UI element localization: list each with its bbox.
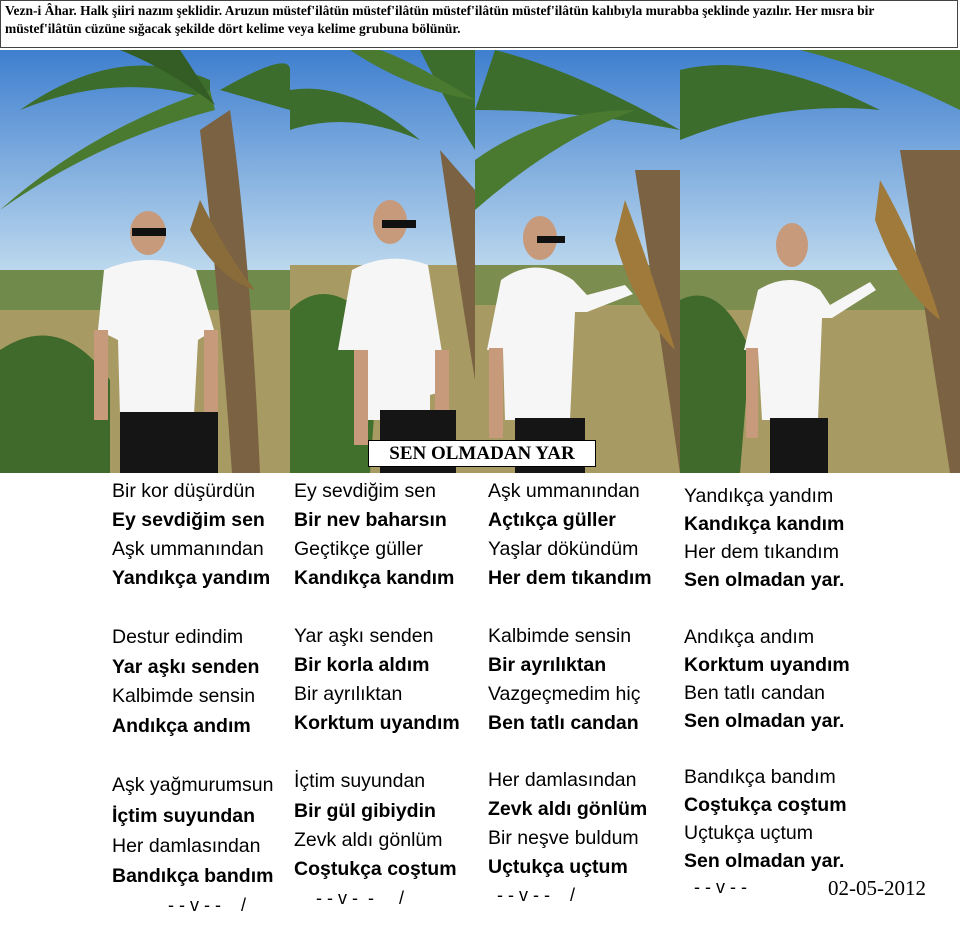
verse-line: Korktum uyandım xyxy=(684,654,850,676)
verse-line: Her dem tıkandım xyxy=(488,567,652,589)
verse-line: Sen olmadan yar. xyxy=(684,569,845,591)
verse-line: Kalbimde sensin xyxy=(112,685,256,707)
verse-line: Zevk aldı gönlüm xyxy=(294,829,443,851)
verse-line: Bir nev baharsın xyxy=(294,509,447,531)
verse-line: Kandıkça kandım xyxy=(294,567,455,589)
verse-line: Her dem tıkandım xyxy=(684,541,839,563)
verse-line: Geçtikçe güller xyxy=(294,538,423,560)
verse-line: İçtim suyundan xyxy=(112,805,256,827)
verse-line: Her damlasından xyxy=(112,835,261,857)
verse-line: Bir korla aldım xyxy=(294,654,430,676)
verse-line: İçtim suyundan xyxy=(294,770,426,792)
poem-column-3 xyxy=(488,480,678,900)
verse-line: Bandıkça bandım xyxy=(684,766,836,788)
verse-line: Yandıkça yandım xyxy=(112,567,271,589)
verse-line: Andıkça andım xyxy=(112,715,251,737)
poem-column-4 xyxy=(684,485,884,885)
header-note: Vezn-i Âhar. Halk şiiri nazım şeklidir. Aruzun müstef'ilâtün müstef'ilâtün müstef'ilâtün müstef'ilâtün kalıbıyla murabba şeklinde yazılır. Her mısra bir müstef'ilâtün cüzüne sığacak şekilde dört kelime veya kelime grubuna bölünür. xyxy=(0,0,958,48)
verse-line: Bir ayrılıktan xyxy=(294,683,403,705)
verse-line: Sen olmadan yar. xyxy=(684,710,845,732)
verse-line: Kalbimde sensin xyxy=(488,625,632,647)
verse-line: Bir gül gibiydin xyxy=(294,800,436,822)
verse-line: Yaşlar dökündüm xyxy=(488,538,639,560)
verse-line: Yar aşkı senden xyxy=(294,625,434,647)
poem-column-1 xyxy=(112,480,292,900)
verse-line: Açtıkça güller xyxy=(488,509,616,531)
verse-line: Uçtukça uçtum xyxy=(488,856,628,878)
photo-1 xyxy=(0,50,290,473)
verse-line: Destur edindim xyxy=(112,626,244,648)
verse-line: Aşk ummanından xyxy=(488,480,640,502)
verse-line: Coştukça coştum xyxy=(294,858,457,880)
verse-line: Kandıkça kandım xyxy=(684,513,845,535)
verse-line: Yar aşkı senden xyxy=(112,656,260,678)
verse-line: Vazgeçmedim hiç xyxy=(488,683,641,705)
verse-line: Sen olmadan yar. xyxy=(684,850,845,872)
verse-line: Bir kor düşürdün xyxy=(112,480,256,502)
verse-line: Bir neşve buldum xyxy=(488,827,639,849)
verse-line: Uçtukça uçtum xyxy=(684,822,813,844)
verse-line: Aşk yağmurumsun xyxy=(112,774,274,796)
verse-line: Yandıkça yandım xyxy=(684,485,834,507)
verse-line: Ey sevdiğim sen xyxy=(112,509,265,531)
verse-line: Ben tatlı candan xyxy=(488,712,639,734)
verse-line: Aşk ummanından xyxy=(112,538,264,560)
verse-line: Her damlasından xyxy=(488,769,637,791)
poem-title: SEN OLMADAN YAR xyxy=(368,440,596,467)
photo-3 xyxy=(475,50,680,473)
meter-pattern: - - v - - / xyxy=(497,885,575,905)
verse-line: Coştukça coştum xyxy=(684,794,847,816)
meter-pattern: - - v - - / xyxy=(168,895,246,915)
meter-pattern: - - v - - xyxy=(694,877,747,897)
verse-line: Ey sevdiğim sen xyxy=(294,480,436,502)
poem-column-2 xyxy=(294,480,479,900)
photo-4 xyxy=(680,50,960,473)
verse-line: Bir ayrılıktan xyxy=(488,654,607,676)
verse-line: Andıkça andım xyxy=(684,626,815,648)
verse-line: Zevk aldı gönlüm xyxy=(488,798,648,820)
photo-2 xyxy=(290,50,475,473)
meter-pattern: - - v - - / xyxy=(316,888,404,908)
verse-line: Ben tatlı candan xyxy=(684,682,825,704)
verse-line: Bandıkça bandım xyxy=(112,865,274,887)
verse-line: Korktum uyandım xyxy=(294,712,460,734)
poem-date: 02-05-2012 xyxy=(828,876,926,900)
